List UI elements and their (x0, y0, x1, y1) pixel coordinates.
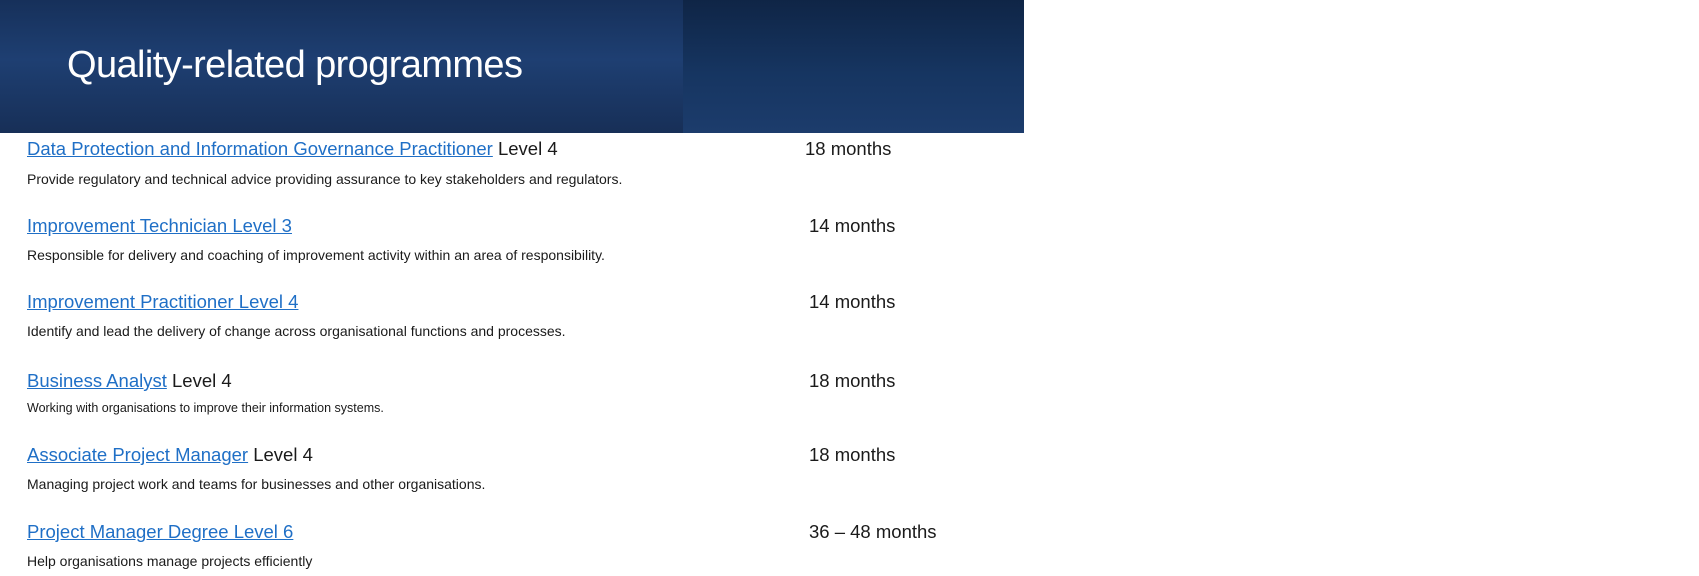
programme-duration: 14 months (809, 215, 896, 236)
programme-description: Provide regulatory and technical advice providing assurance to key stakeholders and regulators. (27, 171, 623, 187)
programme-link[interactable]: Project Manager Degree Level 6 (27, 521, 294, 542)
programme-improvement-technician (27, 215, 1007, 263)
roles-panel (683, 0, 1698, 133)
programme-improvement-practitioner (27, 291, 1007, 339)
roles-heading: Types of roles these apprenticeships support: (1383, 22, 1657, 36)
programme-level: Level 4 (248, 444, 313, 465)
programme-link[interactable]: Associate Project Manager (27, 444, 249, 465)
programme-link[interactable]: Improvement Technician Level 3 (27, 215, 292, 236)
programme-data-protection (27, 138, 1007, 187)
programme-duration: 14 months (809, 291, 896, 312)
programme-level: Level 4 (166, 370, 232, 391)
programme-description: Working with organisations to improve their information systems. (27, 401, 384, 415)
programme-description: Identify and lead the delivery of change across organisational functions and processes. (27, 323, 566, 339)
page-title: Quality-related programmes (67, 44, 523, 86)
programme-duration: 36 – 48 months (809, 521, 937, 542)
programme-duration: 18 months (805, 138, 892, 159)
programme-description: Managing project work and teams for businesses and other organisations. (27, 476, 486, 492)
programme-associate-project-manager (27, 444, 1007, 492)
programme-duration: 18 months (809, 444, 896, 465)
programme-duration: 18 months (809, 370, 896, 391)
programme-link[interactable]: Business Analyst (27, 370, 167, 391)
title-banner (0, 0, 683, 133)
programme-description: Help organisations manage projects efficiently (27, 553, 313, 569)
programme-level: Level 4 (492, 138, 558, 159)
roles-summary (1383, 21, 1699, 102)
programme-description: Responsible for delivery and coaching of improvement activity within an area of responsibility. (27, 247, 605, 263)
programme-link[interactable]: Data Protection and Information Governance Practitioner (27, 138, 493, 159)
programme-business-analyst (27, 370, 1007, 415)
roles-text: Business Managers, Quality & Improvement roles, Compliance, Project support/managers, career progression towards the Digital and Transformation Lead role. (1383, 38, 1698, 101)
programme-link[interactable]: Improvement Practitioner Level 4 (27, 291, 299, 312)
programme-project-manager-degree (27, 521, 1007, 569)
